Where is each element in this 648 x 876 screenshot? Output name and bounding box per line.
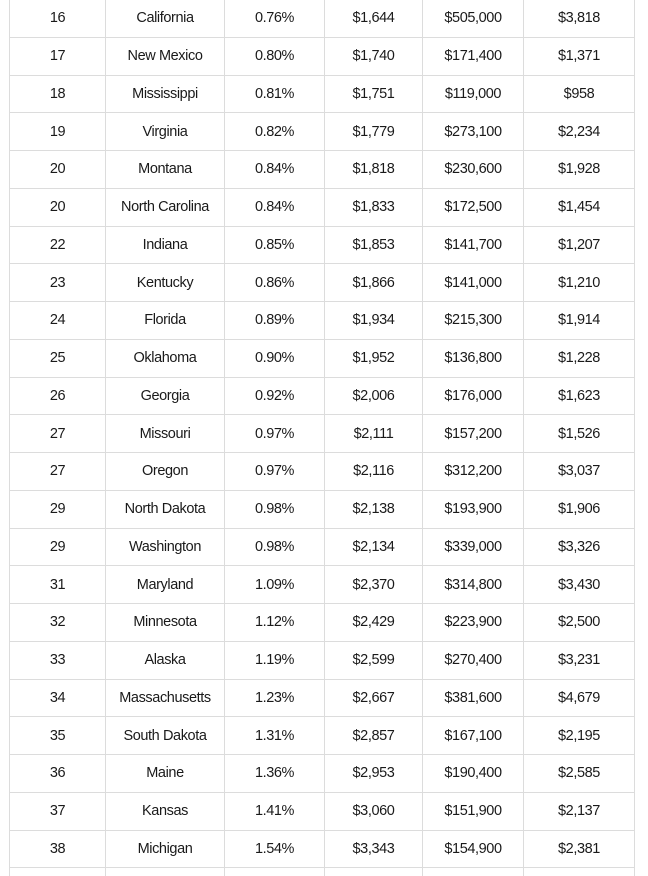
home-value-cell: $381,600 bbox=[423, 679, 524, 717]
table-row bbox=[10, 302, 635, 340]
state-cell: Montana bbox=[106, 151, 225, 189]
state-cell: Maine bbox=[106, 755, 225, 793]
tax-rate-cell: 0.84% bbox=[225, 188, 325, 226]
state-cell: North Carolina bbox=[106, 188, 225, 226]
tax-on-home-cell: $1,228 bbox=[524, 339, 635, 377]
table-row bbox=[10, 0, 635, 37]
table-row bbox=[10, 490, 635, 528]
home-value-cell: $339,000 bbox=[423, 528, 524, 566]
home-value-cell: $172,500 bbox=[423, 188, 524, 226]
tax-amount-cell: $1,779 bbox=[325, 113, 423, 151]
home-value-cell: $141,000 bbox=[423, 264, 524, 302]
tax-rate-cell: 1.19% bbox=[225, 641, 325, 679]
tax-on-home-cell: $1,371 bbox=[524, 37, 635, 75]
table-row bbox=[10, 113, 635, 151]
state-cell: Indiana bbox=[106, 226, 225, 264]
tax-on-home-cell: $1,928 bbox=[524, 151, 635, 189]
tax-rate-cell: 1.31% bbox=[225, 717, 325, 755]
rank-cell: 33 bbox=[10, 641, 106, 679]
home-value-cell: $223,900 bbox=[423, 604, 524, 642]
rank-cell: 29 bbox=[10, 490, 106, 528]
tax-amount-cell: $2,006 bbox=[325, 377, 423, 415]
property-tax-table-container bbox=[9, 0, 634, 876]
tax-on-home-cell: $2,500 bbox=[524, 604, 635, 642]
tax-rate-cell: 1.54% bbox=[225, 830, 325, 868]
table-row bbox=[10, 641, 635, 679]
tax-on-home-cell: $1,526 bbox=[524, 415, 635, 453]
home-value-cell: $314,800 bbox=[423, 566, 524, 604]
rank-cell: 38 bbox=[10, 830, 106, 868]
tax-on-home-cell: $3,231 bbox=[524, 641, 635, 679]
tax-on-home-cell: $2,137 bbox=[524, 792, 635, 830]
rank-cell: 20 bbox=[10, 151, 106, 189]
tax-on-home-cell: $1,454 bbox=[524, 188, 635, 226]
tax-on-home-cell: $2,381 bbox=[524, 830, 635, 868]
tax-amount-cell: $1,833 bbox=[325, 188, 423, 226]
tax-amount-cell: $2,667 bbox=[325, 679, 423, 717]
state-cell: Minnesota bbox=[106, 604, 225, 642]
rank-cell: 29 bbox=[10, 528, 106, 566]
tax-amount-cell: $2,134 bbox=[325, 528, 423, 566]
empty-cell bbox=[106, 868, 225, 876]
table-row bbox=[10, 226, 635, 264]
tax-amount-cell: $1,740 bbox=[325, 37, 423, 75]
tax-on-home-cell: $1,210 bbox=[524, 264, 635, 302]
table-row bbox=[10, 755, 635, 793]
state-cell: Michigan bbox=[106, 830, 225, 868]
tax-on-home-cell: $3,818 bbox=[524, 0, 635, 37]
table-row bbox=[10, 264, 635, 302]
tax-amount-cell: $2,857 bbox=[325, 717, 423, 755]
tax-rate-cell: 0.98% bbox=[225, 490, 325, 528]
home-value-cell: $312,200 bbox=[423, 453, 524, 491]
home-value-cell: $273,100 bbox=[423, 113, 524, 151]
rank-cell: 31 bbox=[10, 566, 106, 604]
rank-cell: 27 bbox=[10, 453, 106, 491]
table-row bbox=[10, 188, 635, 226]
rank-cell: 25 bbox=[10, 339, 106, 377]
tax-on-home-cell: $3,430 bbox=[524, 566, 635, 604]
tax-amount-cell: $1,751 bbox=[325, 75, 423, 113]
tax-on-home-cell: $2,195 bbox=[524, 717, 635, 755]
table-row bbox=[10, 830, 635, 868]
state-cell: Maryland bbox=[106, 566, 225, 604]
rank-cell: 16 bbox=[10, 0, 106, 37]
state-cell: South Dakota bbox=[106, 717, 225, 755]
table-row bbox=[10, 377, 635, 415]
rank-cell: 23 bbox=[10, 264, 106, 302]
rank-cell: 19 bbox=[10, 113, 106, 151]
rank-cell: 34 bbox=[10, 679, 106, 717]
rank-cell: 17 bbox=[10, 37, 106, 75]
state-cell: Kansas bbox=[106, 792, 225, 830]
tax-amount-cell: $2,599 bbox=[325, 641, 423, 679]
home-value-cell: $154,900 bbox=[423, 830, 524, 868]
state-cell: Georgia bbox=[106, 377, 225, 415]
home-value-cell: $167,100 bbox=[423, 717, 524, 755]
tax-amount-cell: $3,343 bbox=[325, 830, 423, 868]
tax-amount-cell: $2,116 bbox=[325, 453, 423, 491]
table-body bbox=[10, 0, 635, 876]
home-value-cell: $176,000 bbox=[423, 377, 524, 415]
state-cell: Missouri bbox=[106, 415, 225, 453]
home-value-cell: $190,400 bbox=[423, 755, 524, 793]
home-value-cell: $230,600 bbox=[423, 151, 524, 189]
tax-on-home-cell: $4,679 bbox=[524, 679, 635, 717]
state-cell: Washington bbox=[106, 528, 225, 566]
state-cell: New Mexico bbox=[106, 37, 225, 75]
table-row bbox=[10, 792, 635, 830]
tax-rate-cell: 1.12% bbox=[225, 604, 325, 642]
tax-amount-cell: $3,060 bbox=[325, 792, 423, 830]
empty-cell bbox=[423, 868, 524, 876]
home-value-cell: $151,900 bbox=[423, 792, 524, 830]
tax-on-home-cell: $2,585 bbox=[524, 755, 635, 793]
state-cell: Florida bbox=[106, 302, 225, 340]
home-value-cell: $119,000 bbox=[423, 75, 524, 113]
empty-cell bbox=[524, 868, 635, 876]
rank-cell: 37 bbox=[10, 792, 106, 830]
home-value-cell: $157,200 bbox=[423, 415, 524, 453]
table-row bbox=[10, 566, 635, 604]
tax-amount-cell: $2,370 bbox=[325, 566, 423, 604]
tax-on-home-cell: $3,037 bbox=[524, 453, 635, 491]
state-cell: Alaska bbox=[106, 641, 225, 679]
tax-rate-cell: 0.81% bbox=[225, 75, 325, 113]
table-row bbox=[10, 151, 635, 189]
home-value-cell: $270,400 bbox=[423, 641, 524, 679]
tax-amount-cell: $1,934 bbox=[325, 302, 423, 340]
tax-amount-cell: $2,111 bbox=[325, 415, 423, 453]
tax-rate-cell: 0.92% bbox=[225, 377, 325, 415]
empty-cell bbox=[325, 868, 423, 876]
state-cell: Oklahoma bbox=[106, 339, 225, 377]
tax-rate-cell: 0.90% bbox=[225, 339, 325, 377]
tax-amount-cell: $2,429 bbox=[325, 604, 423, 642]
tax-rate-cell: 0.85% bbox=[225, 226, 325, 264]
tax-rate-cell: 0.98% bbox=[225, 528, 325, 566]
tax-on-home-cell: $1,207 bbox=[524, 226, 635, 264]
table-row bbox=[10, 679, 635, 717]
home-value-cell: $136,800 bbox=[423, 339, 524, 377]
tax-rate-cell: 0.84% bbox=[225, 151, 325, 189]
tax-on-home-cell: $1,914 bbox=[524, 302, 635, 340]
rank-cell: 18 bbox=[10, 75, 106, 113]
state-cell: Mississippi bbox=[106, 75, 225, 113]
rank-cell: 27 bbox=[10, 415, 106, 453]
rank-cell: 20 bbox=[10, 188, 106, 226]
tax-rate-cell: 0.89% bbox=[225, 302, 325, 340]
tax-amount-cell: $1,818 bbox=[325, 151, 423, 189]
table-row bbox=[10, 415, 635, 453]
table-row bbox=[10, 339, 635, 377]
table-row bbox=[10, 37, 635, 75]
tax-rate-cell: 0.97% bbox=[225, 415, 325, 453]
tax-on-home-cell: $2,234 bbox=[524, 113, 635, 151]
state-cell: Massachusetts bbox=[106, 679, 225, 717]
empty-cell bbox=[10, 868, 106, 876]
tax-rate-cell: 1.41% bbox=[225, 792, 325, 830]
home-value-cell: $171,400 bbox=[423, 37, 524, 75]
tax-amount-cell: $1,866 bbox=[325, 264, 423, 302]
tax-on-home-cell: $1,623 bbox=[524, 377, 635, 415]
rank-cell: 22 bbox=[10, 226, 106, 264]
home-value-cell: $215,300 bbox=[423, 302, 524, 340]
home-value-cell: $193,900 bbox=[423, 490, 524, 528]
property-tax-table bbox=[9, 0, 635, 876]
state-cell: North Dakota bbox=[106, 490, 225, 528]
tax-amount-cell: $2,138 bbox=[325, 490, 423, 528]
table-row bbox=[10, 75, 635, 113]
tax-amount-cell: $1,952 bbox=[325, 339, 423, 377]
tax-on-home-cell: $1,906 bbox=[524, 490, 635, 528]
table-row bbox=[10, 453, 635, 491]
tax-rate-cell: 0.97% bbox=[225, 453, 325, 491]
rank-cell: 36 bbox=[10, 755, 106, 793]
state-cell: Virginia bbox=[106, 113, 225, 151]
rank-cell: 35 bbox=[10, 717, 106, 755]
tax-rate-cell: 0.76% bbox=[225, 0, 325, 37]
tax-rate-cell: 0.82% bbox=[225, 113, 325, 151]
home-value-cell: $141,700 bbox=[423, 226, 524, 264]
rank-cell: 26 bbox=[10, 377, 106, 415]
home-value-cell: $505,000 bbox=[423, 0, 524, 37]
rank-cell: 24 bbox=[10, 302, 106, 340]
tax-rate-cell: 0.80% bbox=[225, 37, 325, 75]
tax-amount-cell: $2,953 bbox=[325, 755, 423, 793]
tax-on-home-cell: $3,326 bbox=[524, 528, 635, 566]
tax-amount-cell: $1,853 bbox=[325, 226, 423, 264]
state-cell: Kentucky bbox=[106, 264, 225, 302]
tax-rate-cell: 0.86% bbox=[225, 264, 325, 302]
empty-cell bbox=[225, 868, 325, 876]
tax-amount-cell: $1,644 bbox=[325, 0, 423, 37]
tax-rate-cell: 1.23% bbox=[225, 679, 325, 717]
table-row bbox=[10, 717, 635, 755]
state-cell: California bbox=[106, 0, 225, 37]
tax-on-home-cell: $958 bbox=[524, 75, 635, 113]
table-row bbox=[10, 604, 635, 642]
tax-rate-cell: 1.36% bbox=[225, 755, 325, 793]
table-row-partial bbox=[10, 868, 635, 876]
state-cell: Oregon bbox=[106, 453, 225, 491]
rank-cell: 32 bbox=[10, 604, 106, 642]
table-row bbox=[10, 528, 635, 566]
tax-rate-cell: 1.09% bbox=[225, 566, 325, 604]
